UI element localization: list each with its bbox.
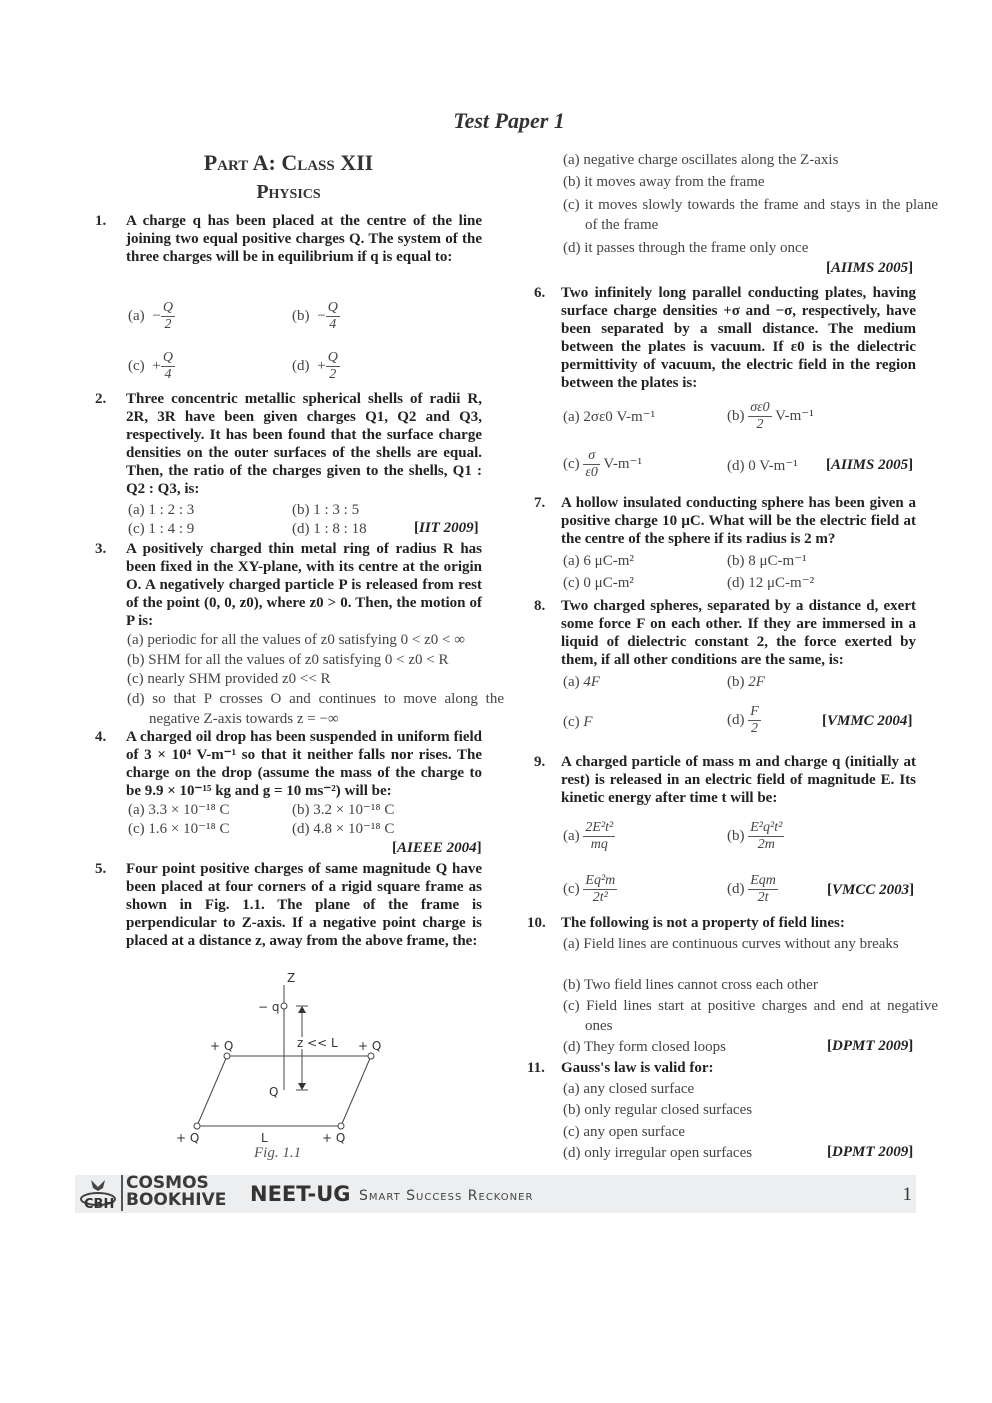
question-number: 2. bbox=[95, 391, 107, 407]
option-b: (b) Two field lines cannot cross each other bbox=[563, 977, 818, 993]
question-stem: A charged oil drop has been suspended in uniform field of 3 × 10⁴ V-m⁻¹ so that it neither falls nor rises. The charge on the drop (assume the mass of the charge to be 9.9 × 10⁻¹⁵ kg and g = 10 ms⁻²) will be: bbox=[126, 729, 482, 799]
question-number: 1. bbox=[95, 213, 107, 229]
question-11 bbox=[527, 1059, 916, 1077]
series-title: NEET-UG bbox=[250, 1182, 351, 1206]
svg-text:CBH: CBH bbox=[84, 1197, 115, 1211]
question-number: 3. bbox=[95, 541, 107, 557]
series-subtitle: Smart Success Reckoner bbox=[359, 1188, 534, 1204]
question-number: 8. bbox=[534, 598, 546, 614]
publisher-logo-icon bbox=[79, 1177, 117, 1211]
option-c: (c) 0 μC-m² bbox=[563, 575, 634, 591]
question-5 bbox=[95, 860, 482, 950]
question-8 bbox=[534, 597, 916, 669]
figure-charge-frame bbox=[160, 965, 400, 1165]
option-d: (d) + $\frac{Q}{2}$ bbox=[292, 350, 338, 382]
publisher-name: COSMOS BOOKHIVE bbox=[121, 1175, 226, 1211]
option-b: (b) it moves away from the frame bbox=[563, 174, 765, 190]
question-7 bbox=[534, 494, 916, 548]
page-footer bbox=[75, 1175, 916, 1213]
option-b: (b) $\frac{\text{E²q²t²}}{2m}$ bbox=[727, 820, 783, 852]
page-title: Test Paper 1 bbox=[453, 108, 565, 133]
svg-text:+ Q: + Q bbox=[358, 1039, 382, 1053]
option-a: (a) 4F bbox=[563, 674, 601, 690]
option-d: (d) They form closed loops bbox=[563, 1039, 727, 1055]
option-b: (b) SHM for all the values of z0 satisfying 0 < z0 < R bbox=[127, 652, 449, 668]
svg-text:z << L: z << L bbox=[297, 1036, 338, 1050]
option-c: (c) $\frac{\sigma}{\varepsilon 0}$ V-m⁻¹ bbox=[563, 448, 642, 480]
svg-text:L: L bbox=[261, 1131, 268, 1145]
source-tag: [AIIMS 2005] bbox=[826, 457, 914, 473]
question-number: 6. bbox=[534, 285, 546, 301]
option-a: (a) $\frac{\text{2E²t²}}{mq}$ bbox=[563, 820, 614, 852]
question-number: 9. bbox=[534, 754, 546, 770]
option-c: (c) 1.6 × 10⁻¹⁸ C bbox=[128, 821, 230, 837]
question-1 bbox=[95, 212, 482, 266]
option-d: (d) it passes through the frame only once bbox=[563, 240, 809, 256]
option-b: (b) 1 : 3 : 5 bbox=[292, 502, 360, 518]
option-b: (b) $\frac{\sigma\varepsilon 0}{2}$ V-m⁻¹ bbox=[727, 400, 814, 432]
option-b: (b) 3.2 × 10⁻¹⁸ C bbox=[292, 802, 395, 818]
question-number: 11. bbox=[527, 1060, 545, 1076]
question-stem: The following is not a property of field lines: bbox=[561, 915, 845, 931]
option-b: (b) 2F bbox=[727, 674, 765, 690]
question-stem: A charge q has been placed at the centre of the line joining two equal positive charges Q. The system of the three charges will be in equilibrium if q is equal to: bbox=[126, 213, 482, 265]
question-stem: Gauss's law is valid for: bbox=[561, 1060, 714, 1076]
option-a: (a) any closed surface bbox=[563, 1081, 695, 1097]
subject-heading: Physics bbox=[256, 181, 321, 203]
question-stem: Two infinitely long parallel conducting plates, having surface charge densities +σ and −σ, respectively, have been separated by a small distance. The medium between the plates is vacuum. If ε0 is the dielectric permittivity of vacuum, the electric field in the region between the plates is: bbox=[561, 285, 916, 391]
question-number: 4. bbox=[95, 729, 107, 745]
page-number: 1 bbox=[902, 1184, 912, 1205]
option-d: (d) 0 V-m⁻¹ bbox=[727, 458, 798, 474]
option-a: (a) 2σε0 V-m⁻¹ bbox=[563, 409, 656, 425]
svg-text:+ Q: + Q bbox=[176, 1131, 200, 1145]
option-c: (c) any open surface bbox=[563, 1124, 686, 1140]
question-number: 5. bbox=[95, 861, 107, 877]
option-c: (c) F bbox=[563, 714, 593, 730]
figure-caption: Fig. 1.1 bbox=[254, 1145, 302, 1161]
option-d: (d) so that P crosses O and continues to move along the negative Z-axis towards z = −∞ bbox=[127, 691, 504, 727]
option-c: (c) it moves slowly towards the frame and stays in the plane of the frame bbox=[563, 197, 938, 233]
option-b: (b) 8 μC-m⁻¹ bbox=[727, 553, 807, 569]
option-d: (d) $\frac{F}{2}$ bbox=[727, 704, 759, 736]
question-stem: Three concentric metallic spherical shells of radii R, 2R, 3R have been given charges Q1, Q2 and Q3, respectively. It has been found that the surface charge densities on the outer surfaces of the shells are equal. Then, the ratio of the charges given to the shells, Q1 : Q2 : Q3, is: bbox=[126, 391, 482, 497]
source-tag: [AIIMS 2005] bbox=[826, 260, 914, 276]
source-tag: [IIT 2009] bbox=[414, 520, 479, 536]
option-d: (d) 4.8 × 10⁻¹⁸ C bbox=[292, 821, 395, 837]
question-stem: A charged particle of mass m and charge q (initially at rest) is released in an electric field of magnitude E. Its kinetic energy after time t will be: bbox=[561, 754, 916, 806]
source-tag: [DPMT 2009] bbox=[827, 1144, 914, 1160]
option-a: (a) − $\frac{Q}{2}$ bbox=[128, 300, 173, 332]
question-stem: A hollow insulated conducting sphere has been given a positive charge 10 μC. What will be the electric field at the centre of the sphere if its radius is 2 m? bbox=[561, 495, 916, 547]
question-stem: A positively charged thin metal ring of radius R has been fixed in the XY-plane, with its centre at the origin O. A negatively charged particle P is released from rest of the point (0, 0, z0), where z0 > 0. Then, the motion of P is: bbox=[126, 541, 482, 629]
part-heading: Part A: Class XII bbox=[203, 150, 374, 175]
svg-text:Z: Z bbox=[287, 971, 296, 985]
option-a: (a) 6 μC-m² bbox=[563, 553, 634, 569]
option-a: (a) 3.3 × 10⁻¹⁸ C bbox=[128, 802, 230, 818]
option-d: (d) 1 : 8 : 18 bbox=[292, 521, 367, 537]
svg-text:Q: Q bbox=[269, 1085, 279, 1099]
question-2 bbox=[95, 390, 482, 498]
option-c: (c) Field lines start at positive charges and end at negative ones bbox=[563, 998, 938, 1034]
option-a: (a) negative charge oscillates along the Z-axis bbox=[563, 152, 839, 168]
option-d: (d) only irregular open surfaces bbox=[563, 1145, 753, 1161]
option-c: (c) nearly SHM provided z0 << R bbox=[127, 671, 331, 687]
option-a: (a) 1 : 2 : 3 bbox=[128, 502, 195, 518]
option-a: (a) Field lines are continuous curves without any breaks bbox=[563, 936, 899, 952]
source-tag: [VMCC 2003] bbox=[827, 882, 915, 898]
source-tag: [AIEEE 2004] bbox=[392, 840, 482, 856]
svg-text:+ Q: + Q bbox=[210, 1039, 234, 1053]
option-c: (c) 1 : 4 : 9 bbox=[128, 521, 195, 537]
option-b: (b) only regular closed surfaces bbox=[563, 1102, 753, 1118]
question-number: 10. bbox=[527, 915, 546, 931]
option-b: (b) − $\frac{Q}{4}$ bbox=[292, 300, 338, 332]
question-6 bbox=[534, 284, 916, 392]
svg-text:− q: − q bbox=[258, 1000, 280, 1014]
question-number: 7. bbox=[534, 495, 546, 511]
option-a: (a) periodic for all the values of z0 satisfying 0 < z0 < ∞ bbox=[127, 632, 465, 648]
source-tag: [VMMC 2004] bbox=[822, 713, 913, 729]
option-d: (d) $\frac{\text{Eqm}}{2t}$ bbox=[727, 873, 776, 905]
option-c: (c) $\frac{\text{Eq²m}}{\text{2t²}}$ bbox=[563, 873, 616, 905]
question-9 bbox=[534, 753, 916, 807]
source-tag: [DPMT 2009] bbox=[827, 1038, 914, 1054]
question-stem: Four point positive charges of same magnitude Q have been placed at four corners of a rigid square frame as shown in Fig. 1.1. The plane of the frame is perpendicular to Z-axis. If a negative point charge is placed at a distance z, away from the above frame, the: bbox=[126, 861, 482, 949]
question-stem: Two charged spheres, separated by a distance d, exert some force F on each other. If they are immersed in a liquid of dielectric constant 2, the force exerted by them, if all other conditions are the same, is: bbox=[561, 598, 916, 668]
question-10 bbox=[527, 914, 916, 932]
option-c: (c) + $\frac{Q}{4}$ bbox=[128, 350, 173, 382]
option-d: (d) 12 μC-m⁻² bbox=[727, 575, 815, 591]
svg-text:+ Q: + Q bbox=[322, 1131, 346, 1145]
question-4 bbox=[95, 728, 482, 800]
question-3 bbox=[95, 540, 482, 630]
